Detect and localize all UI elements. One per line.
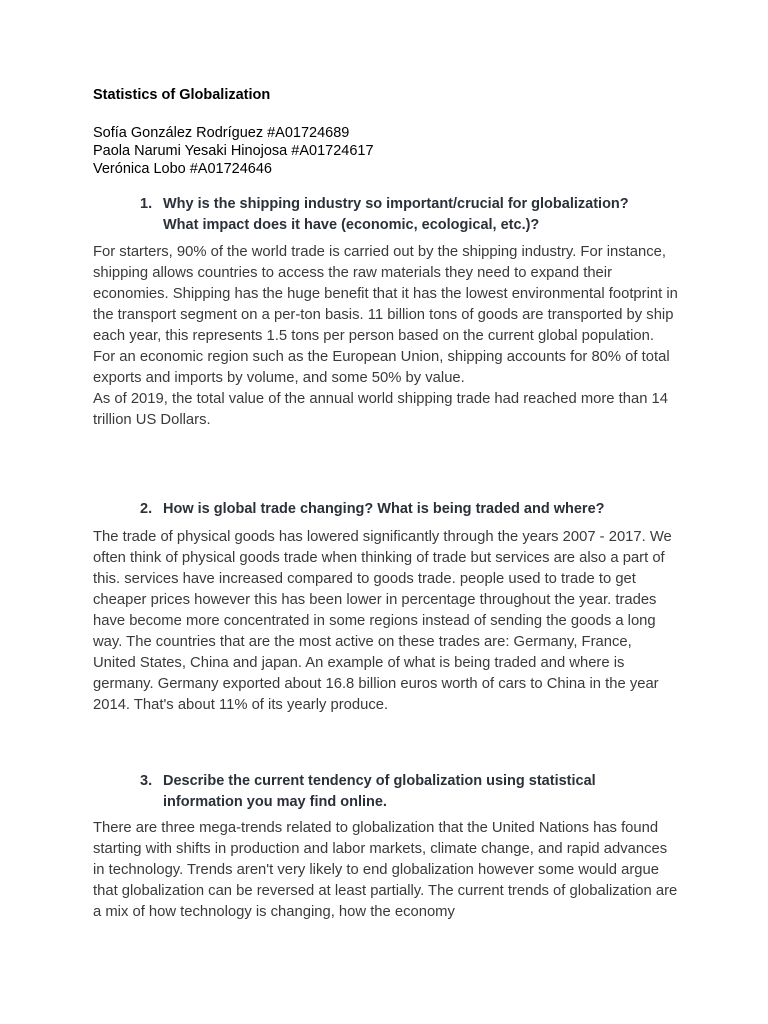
question-2	[140, 499, 660, 520]
answer-paragraph: As of 2019, the total value of the annual world shipping trade had reached more than 14 trillion US Dollars.	[93, 391, 669, 428]
question-3	[140, 771, 660, 813]
question-text: Why is the shipping industry so important/crucial for globalization? What impact does it have (economic, ecological, etc.)?	[163, 196, 629, 233]
question-text: How is global trade changing? What is being traded and where?	[163, 501, 605, 517]
question-number: 1.	[140, 196, 153, 212]
answer-paragraph: The trade of physical goods has lowered significantly through the years 2007 - 2017. We often think of physical goods trade when thinking of trade but services are also a part of this. services have increased compared to goods trade. people used to trade to get cheaper prices however this has been lower in percentage throughout the year. trades have become more concentrated in some regions instead of sending the goods a long way. The countries that are the most active on these trades are: Germany, France, United States, China and japan. An example of what is being traded and where is germany. Germany exported about 16.8 billion euros worth of cars to China in the year 2014. That's about 11% of its yearly produce.	[93, 529, 672, 713]
answer-paragraph: For starters, 90% of the world trade is carried out by the shipping industry. For instance, shipping allows countries to access the raw materials they need to expand their economies. Shipping has the huge benefit that it has the lowest environmental footprint in the transport segment on a per-ton basis. 11 billion tons of goods are transported by ship each year, this represents 1.5 tons per person based on the current global population. For an economic region such as the European Union, shipping accounts for 80% of total exports and imports by volume, and some 50% by value.	[93, 244, 678, 386]
question-number: 3.	[140, 773, 153, 789]
author-line: Verónica Lobo #A01724646	[93, 161, 272, 177]
answer-1	[93, 242, 678, 431]
answer-2	[93, 527, 678, 716]
document-title: Statistics of Globalization	[93, 87, 271, 103]
author-list	[93, 124, 374, 178]
author-line: Paola Narumi Yesaki Hinojosa #A01724617	[93, 143, 374, 159]
question-number: 2.	[140, 501, 153, 517]
answer-paragraph: There are three mega-trends related to globalization that the United Nations has found starting with shifts in production and labor markets, climate change, and rapid advances in technology. Trends aren't very likely to end globalization however some would argue that globalization can be reversed at least partially. The current trends of globalization are a mix of how technology is changing, how the economy	[93, 820, 678, 920]
question-1	[140, 194, 660, 236]
answer-3	[93, 818, 678, 923]
question-text: Describe the current tendency of globalization using statistical information you may find online.	[163, 773, 596, 810]
author-line: Sofía González Rodríguez #A01724689	[93, 125, 350, 141]
